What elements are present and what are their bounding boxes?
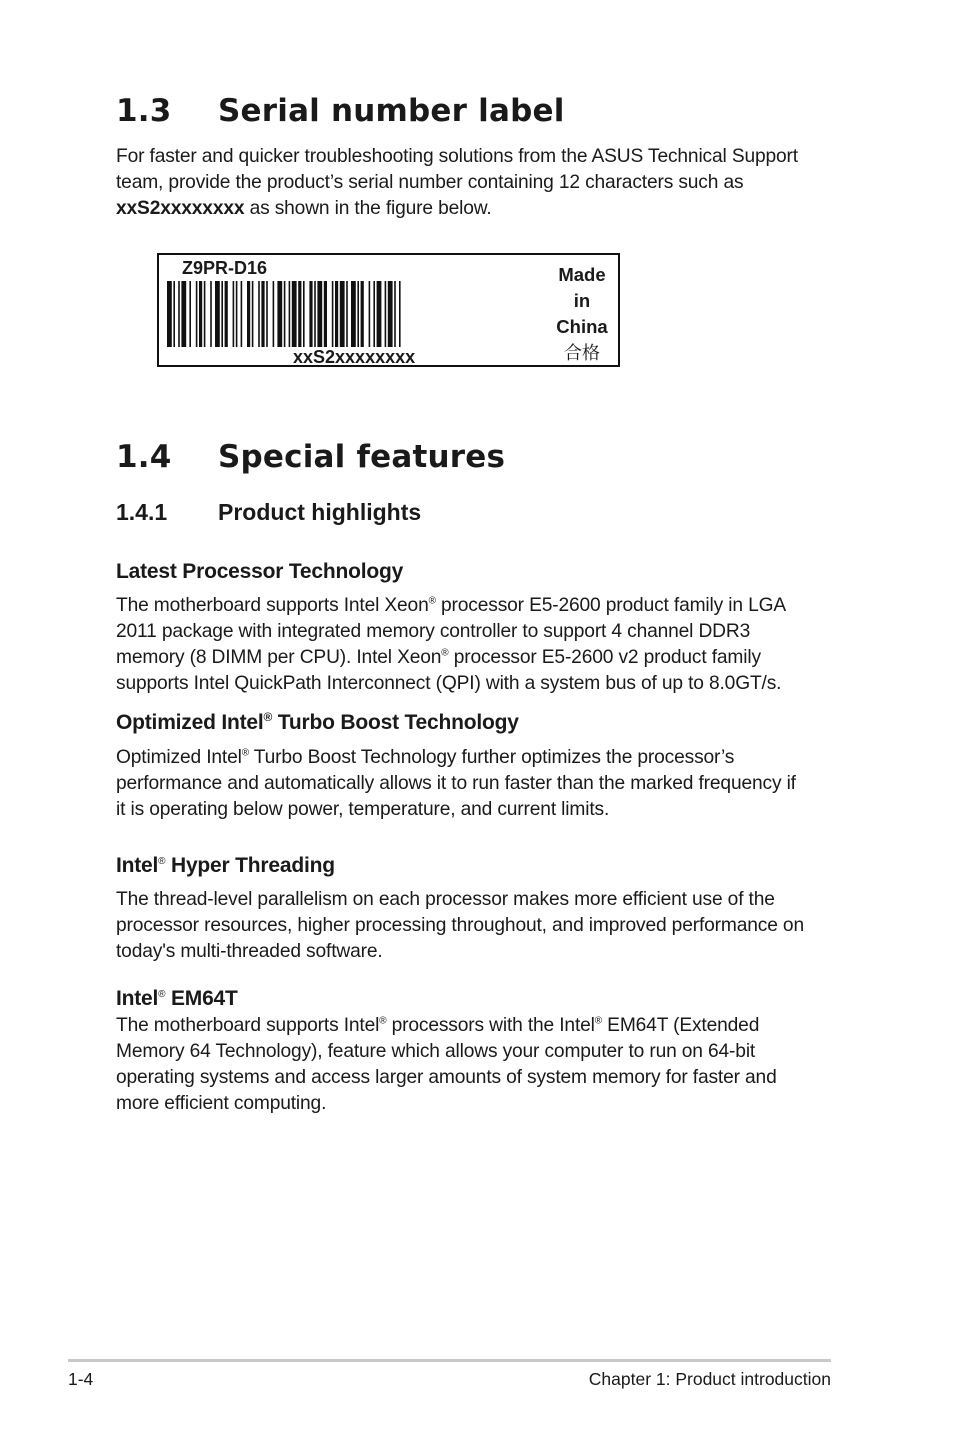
barcode-bar [298,281,301,347]
barcode-bar [373,281,375,347]
barcode-bar [385,281,387,347]
barcode-bar [199,281,202,347]
barcode-bar [233,281,235,347]
barcode-bar [303,281,305,347]
intro-line: xxS2xxxxxxxx as shown in the figure below. [116,198,492,219]
barcode-bar [261,281,264,347]
chapter-title: Chapter 1: Product introduction [588,1369,831,1389]
latest-processor-heading: Latest Processor Technology [116,560,404,583]
barcode-bar [173,281,175,347]
intro-line: team, provide the product’s serial number containing 12 characters such as [116,172,744,193]
barcode-bar [388,281,393,347]
barcode-bar [181,281,186,347]
barcode-bar [189,281,191,347]
barcode-bar [258,281,260,347]
label-serial: xxS2xxxxxxxx [293,347,416,367]
barcode-bar [221,281,223,347]
barcode-bar [178,281,180,347]
intro-paragraph [116,144,836,222]
serial-number-label [157,253,620,367]
registered-mark: ® [379,1015,387,1027]
section-title: Special features [218,439,506,475]
barcode-bar [292,281,297,347]
registered-mark: ® [594,1015,602,1027]
hyper-threading-paragraph: The thread-level parallelism on each processor makes more efficient use of the processor resources, higher processing throughout, and improved performance on today's multi-threaded software. [116,889,804,962]
barcode-bar [273,281,275,347]
page-number: 1-4 [68,1369,94,1389]
barcode-bar [399,281,401,347]
barcode-bar [196,281,198,347]
barcode-bar [361,281,364,347]
turbo-boost-heading: Optimized Intel® Turbo Boost Technology [116,710,519,734]
barcode-bar [324,281,327,347]
registered-mark: ® [241,747,249,759]
intro-line: For faster and quicker troubleshooting solutions from the ASUS Technical Support [116,146,798,167]
barcode-bar [252,281,254,347]
registered-mark: ® [158,856,166,867]
barcode-bar [289,281,291,347]
barcode-bar [204,281,206,347]
barcode-bar [225,281,228,347]
footer-divider [68,1359,831,1362]
barcode-bar [340,281,345,347]
section-number: 1.3 [116,93,172,129]
barcode-bar [314,281,316,347]
barcode-bar [167,281,172,347]
barcode-bar [215,281,220,347]
barcode-bar [210,281,212,347]
barcode-bar [266,281,268,347]
registered-mark: ® [263,710,273,724]
label-origin: Made in China 合格 [547,262,617,366]
label-model: Z9PR-D16 [182,258,268,278]
barcode-bar [357,281,359,347]
barcode-bar [284,281,286,347]
barcode-bar [351,281,356,347]
barcode-bar [309,281,312,347]
registered-mark: ® [441,647,449,659]
registered-mark: ® [158,989,166,1000]
em64t-paragraph: The motherboard supports Intel® processors with the Intel® EM64T (Extended Memory 64 Technology), feature which allows your computer to run on 64-bit operating systems and access larger amounts of system memory for faster and more efficient computing. [116,1015,777,1114]
barcode-bar [377,281,382,347]
barcode-bar [236,281,238,347]
hyper-threading-heading: Intel® Hyper Threading [116,854,335,877]
subsection-title: Product highlights [218,499,422,525]
registered-mark: ® [428,595,436,607]
barcode-bar [247,281,250,347]
section-1-4-heading [116,439,816,479]
section-1-3-heading [116,93,816,133]
section-1-4-1-heading [116,499,816,529]
serial-example: xxS2xxxxxxxx [116,198,245,219]
barcode-bar [394,281,396,347]
em64t-heading: Intel® EM64T [116,987,238,1010]
barcode-bar [317,281,322,347]
barcode-bar [335,281,338,347]
barcode-bar [346,281,348,347]
barcode-bar [332,281,334,347]
turbo-boost-paragraph: Optimized Intel® Turbo Boost Technology further optimizes the processor’s performance and automatically allows it to run faster than the marked frequency if it is operating below power, temperature, and current limits. [116,747,796,820]
section-title: Serial number label [218,93,565,129]
barcode-bar [241,281,243,347]
subsection-number: 1.4.1 [116,499,168,525]
latest-processor-paragraph: The motherboard supports Intel Xeon® processor E5-2600 product family in LGA 2011 package with integrated memory controller to support 4 channel DDR3 memory (8 DIMM per CPU). Intel Xeon® processor E5-2600 v2 product family supports Intel QuickPath Interconnect (QPI) with a system bus of up to 8.0GT/s. [116,595,787,694]
barcode-bar [277,281,282,347]
label-cn-mark: 合格 [564,343,600,363]
barcode-image [167,281,547,347]
section-number: 1.4 [116,439,172,475]
barcode-bar [369,281,371,347]
